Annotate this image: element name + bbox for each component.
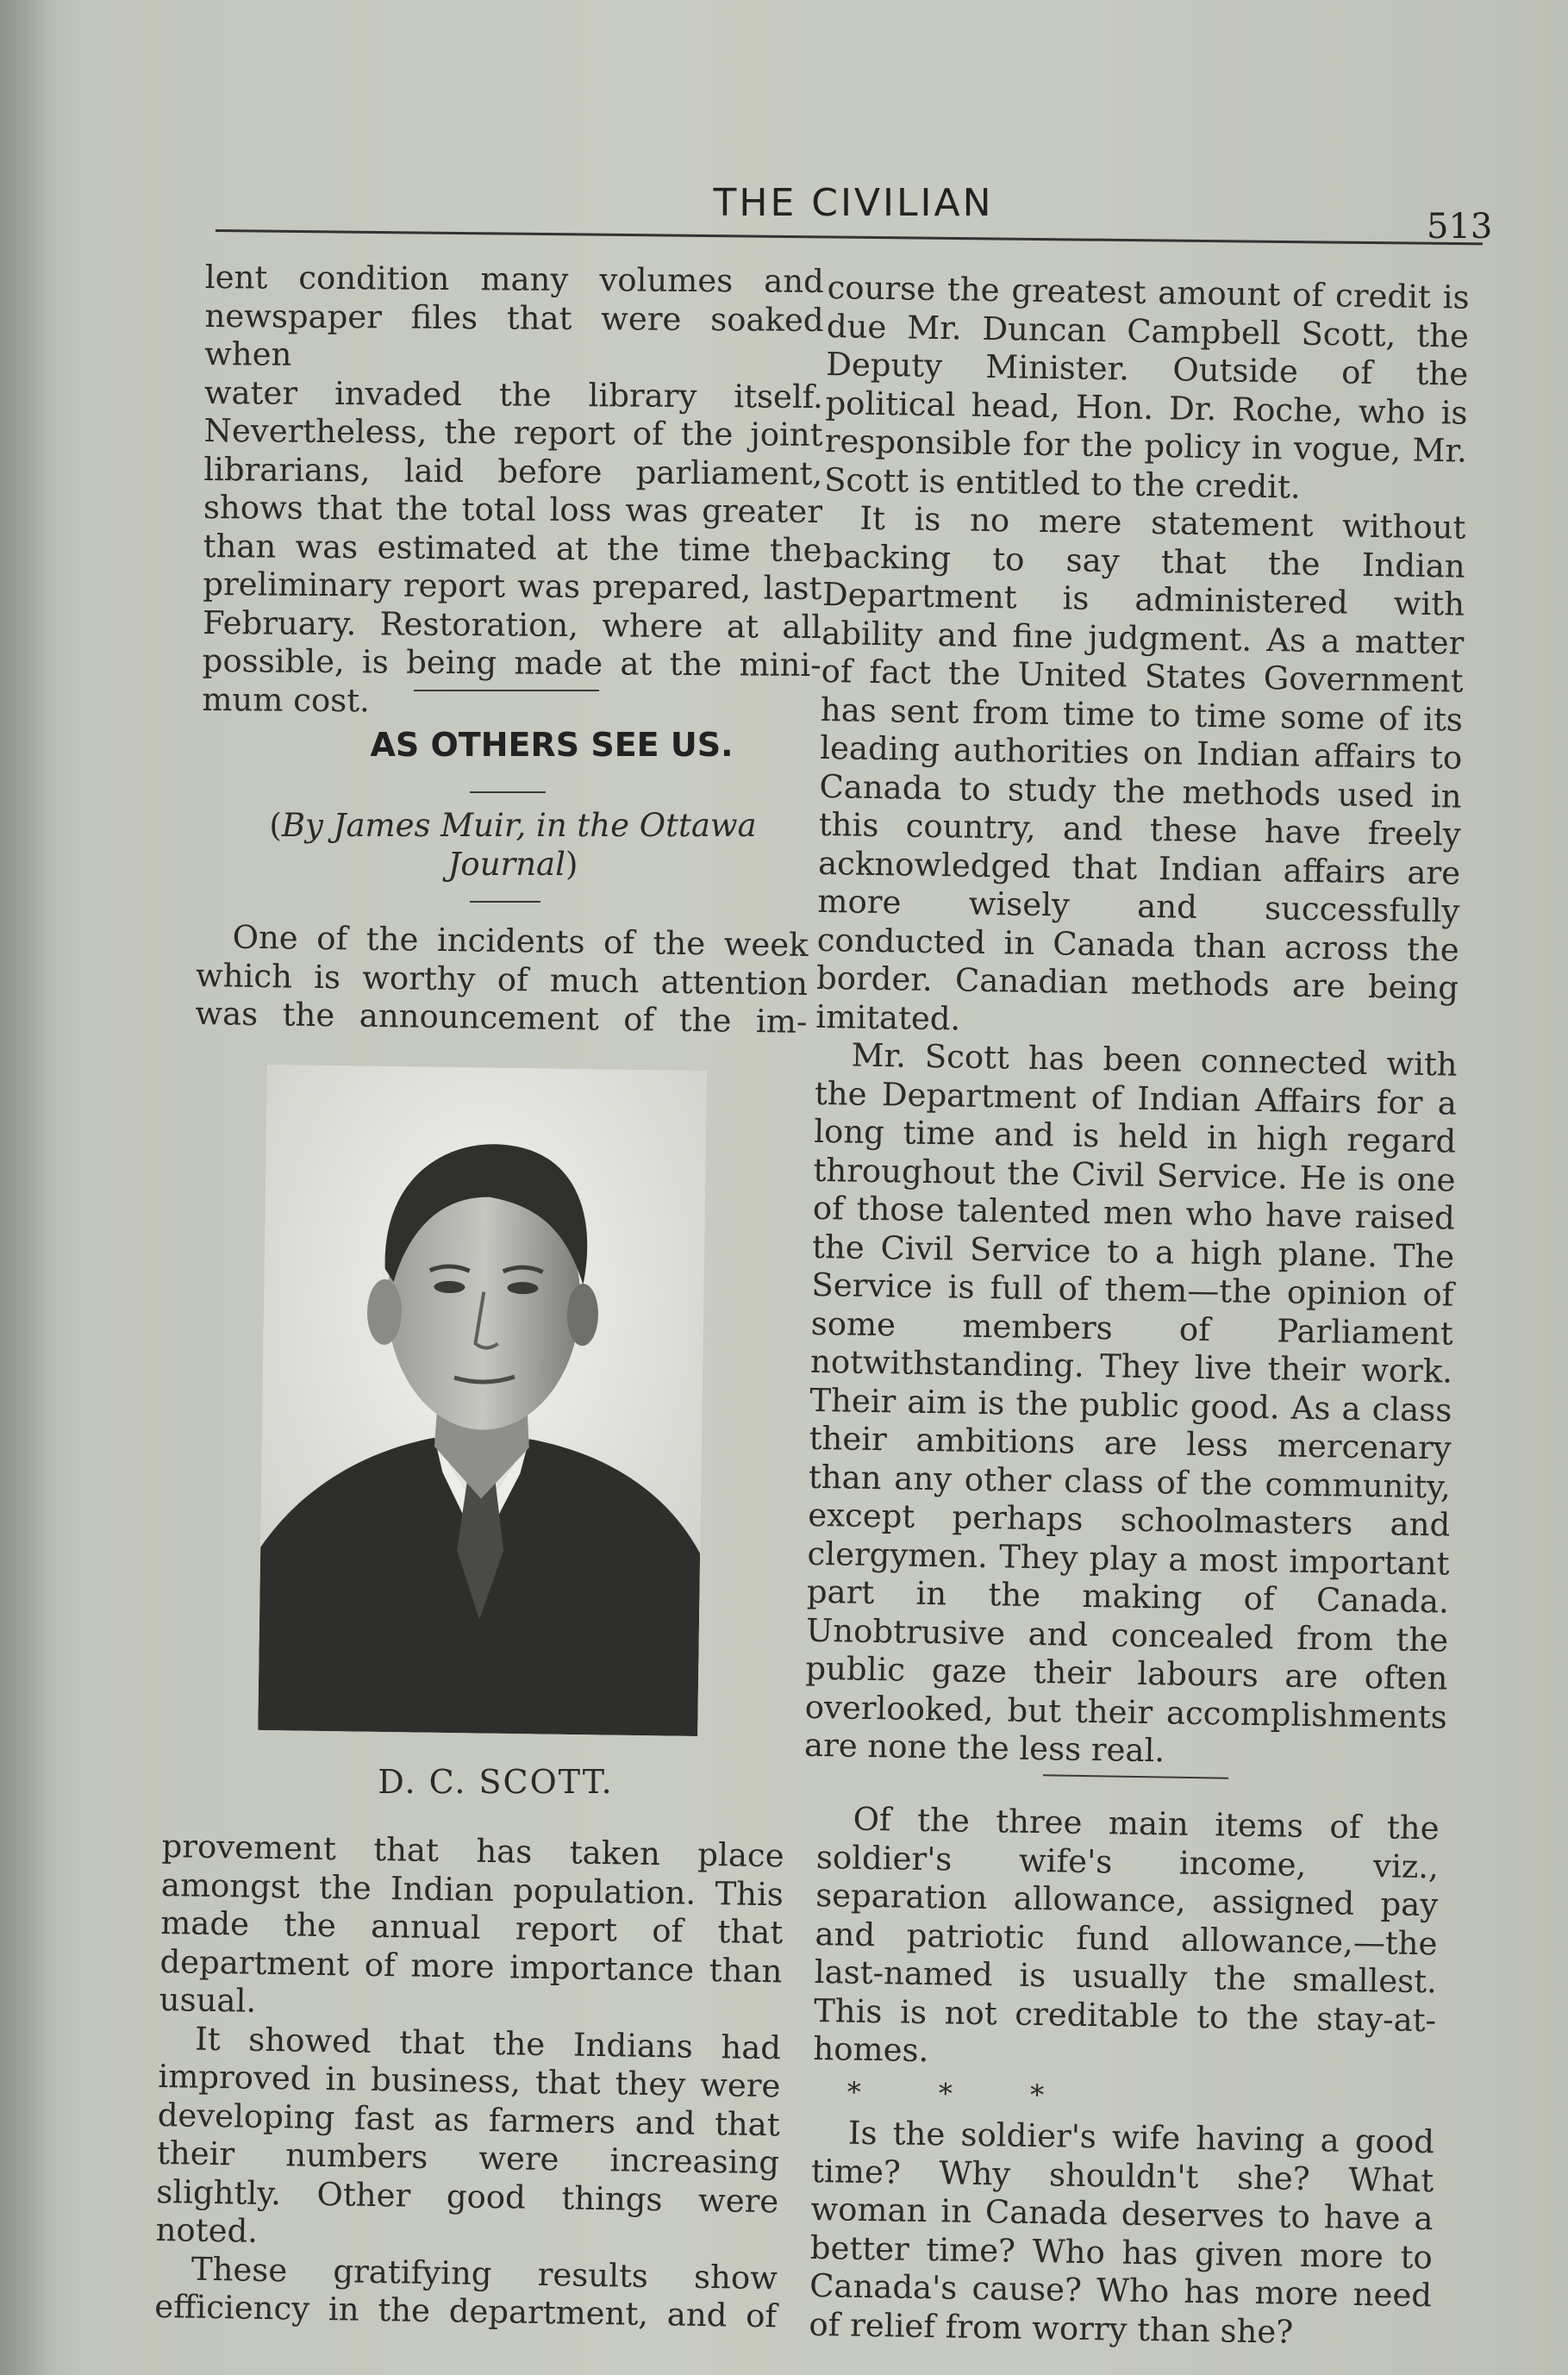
text-line: librarians, laid before parliament, bbox=[203, 450, 823, 492]
text-line: lent condition many volumes and bbox=[204, 259, 824, 301]
byline-text: By James Muir, in the Ottawa Journal bbox=[281, 807, 757, 883]
right-column-bottom bbox=[809, 1800, 1440, 2353]
asterism-separator: * * * bbox=[846, 2075, 1079, 2112]
portrait-photo bbox=[258, 1065, 707, 1736]
text-line: than was estimated at the time the bbox=[203, 527, 822, 569]
text-line: mum cost. bbox=[202, 680, 370, 719]
text-line: shows that the total loss was greater bbox=[203, 488, 823, 531]
paragraph: course the greatest amount of credit is due Mr. Duncan Campbell Scott, the Deputy Minister. Outside of the political head, Hon. Dr. Roche, who is responsible for the policy in vogue, Mr. Scott is entitled to the credit. bbox=[823, 269, 1470, 506]
article-heading: AS OTHERS SEE US. bbox=[370, 726, 734, 764]
section-divider bbox=[414, 690, 599, 691]
photo-caption: D. C. SCOTT. bbox=[378, 1763, 614, 1801]
text-line: which is worthy of much attention bbox=[195, 956, 809, 1003]
right-column bbox=[804, 269, 1470, 1775]
text-line: February. Restoration, where at all bbox=[202, 603, 822, 646]
left-column-bottom bbox=[154, 1828, 784, 2336]
article-byline: (By James Muir, in the Ottawa Journal) bbox=[269, 807, 757, 883]
text-line: possible, is being made at the mini- bbox=[202, 641, 821, 684]
paragraph: Is the soldier's wife having a good time? Why shouldn't she? What woman in Canada deserves to have a better time? Who has given more to Canada's cause? Who has more need of relief from worry than she? bbox=[809, 2114, 1435, 2351]
paragraph: Of the three main items of the soldier's wife's income, viz., separation allowance, assigned pay and patriotic fund allowance,—the last-named is usually the smallest. This is not creditable to the stay-at-homes. bbox=[813, 1800, 1440, 2070]
paragraph: provement that has taken place amongst the Indian population. This made the annual report of that department of more importance than usual. bbox=[159, 1828, 784, 2020]
left-column-continuation bbox=[202, 259, 824, 723]
paragraph: It is no mere statement without backing to say that the Indian Department is administered with ability and fine judgment. As a matter of fact the United States Government has sent from time to time some of its leading authorities on Indian affairs to Canada to study the methods used in this country, and these have freely acknowledged that Indian affairs are more wisely and successfully conducted in Canada than across the border. Canadian methods are being imitated. bbox=[815, 499, 1466, 1038]
text-line: Nevertheless, the report of the joint bbox=[203, 411, 823, 454]
binding-shadow bbox=[0, 0, 52, 2375]
paragraph: Mr. Scott has been connected with the Department of Indian Affairs for a long time and is held in high regard throughout the Civil Service. He is one of those talented men who have raised the Civil Service to a high plane. The Service is full of them—the opinion of some members of Parliament notwithstanding. They live their work. Their aim is the public good. As a class their ambitions are less mercenary than any other class of the community, except perhaps schoolmasters and clergymen. They play a most important part in the making of Canada. Unobtrusive and concealed from the public gaze their labours are often overlooked, but their accomplishments are none the less real. bbox=[803, 1036, 1458, 1770]
running-title: THE CIVILIAN bbox=[713, 181, 994, 225]
page-number: 513 bbox=[1427, 207, 1493, 247]
text-line: water invaded the library itself. bbox=[203, 373, 824, 416]
section-divider bbox=[1043, 1774, 1228, 1778]
portrait-image bbox=[258, 1065, 707, 1736]
paragraph: It showed that the Indians had improved in business, that they were developing fast as farmers and that their numbers were increasing slightly. Other good things were noted. bbox=[155, 2020, 782, 2250]
byline-rule bbox=[470, 901, 540, 903]
text-line: newspaper files that were soaked when bbox=[204, 297, 824, 373]
article-intro bbox=[195, 918, 809, 1041]
text-line: One of the incidents of the week bbox=[232, 918, 809, 964]
paragraph: These gratifying results show efficiency in the department, and of bbox=[153, 2250, 778, 2335]
text-line: preliminary report was prepared, last bbox=[203, 565, 822, 608]
text-line: was the announcement of the im- bbox=[195, 994, 808, 1041]
header-rule bbox=[216, 229, 1483, 245]
heading-rule bbox=[470, 791, 546, 793]
